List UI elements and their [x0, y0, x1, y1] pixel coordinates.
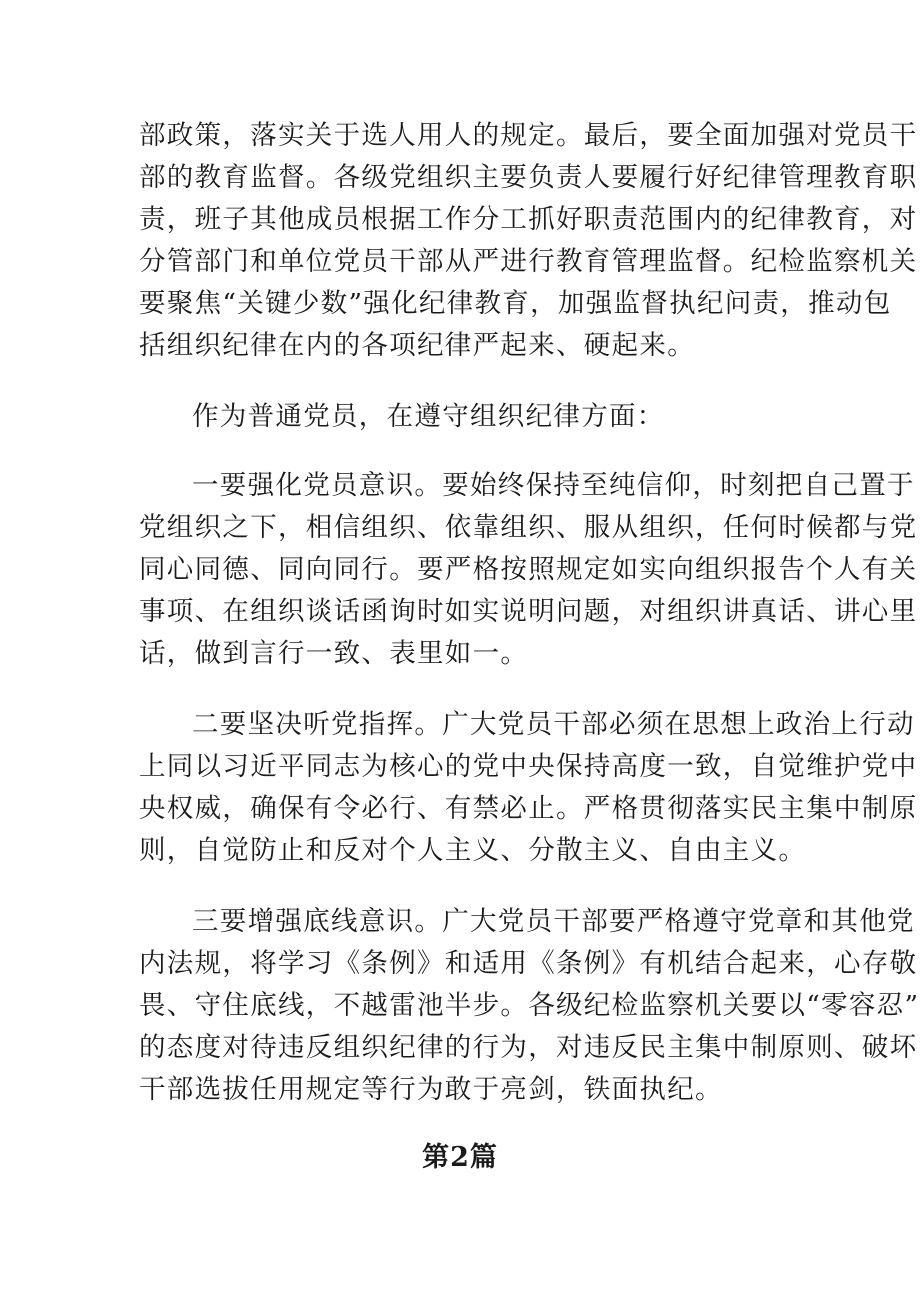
text-line: 党组织之下，相信组织、依靠组织、服从组织，任何时候都与党 — [139, 512, 918, 543]
text-line: 央权威，确保有令必行、有禁必止。严格贯彻落实民主集中制原 — [139, 793, 918, 824]
text-line: 括组织纪律在内的各项纪律严起来、硬起来。 — [139, 330, 695, 361]
text-line: 话，做到言行一致、表里如一。 — [139, 638, 529, 669]
text-line: 一要强化党员意识。要始终保持至纯信仰，时刻把自己置于 — [192, 470, 915, 501]
text-line: 责，班子其他成员根据工作分工抓好职责范围内的纪律教育，对 — [139, 204, 918, 235]
text-line: 上同以习近平同志为核心的党中央保持高度一致，自觉维护党中 — [139, 751, 918, 782]
text-line: 的态度对待违反组织纪律的行为，对违反民主集中制原则、破坏 — [139, 1032, 918, 1063]
text-line: 部的教育监督。各级党组织主要负责人要履行好纪律管理教育职 — [139, 162, 918, 193]
text-line: 作为普通党员，在遵守组织纪律方面： — [192, 401, 665, 432]
section-heading: 第2篇 — [422, 1142, 498, 1173]
text-line: 分管部门和单位党员干部从严进行教育管理监督。纪检监察机关 — [139, 246, 918, 277]
text-line: 要聚焦“关键少数”强化纪律教育，加强监督执纪问责，推动包 — [139, 288, 892, 319]
text-line: 干部选拔任用规定等行为敢于亮剑，铁面执纪。 — [139, 1074, 723, 1105]
text-line: 同心同德、同向同行。要严格按照规定如实向组织报告个人有关 — [139, 554, 918, 585]
text-line: 畏、守住底线，不越雷池半步。各级纪检监察机关要以“零容忍” — [139, 990, 920, 1021]
text-line: 二要坚决听党指挥。广大党员干部必须在思想上政治上行动 — [192, 709, 915, 740]
text-line: 事项、在组织谈话函询时如实说明问题，对组织讲真话、讲心里 — [139, 596, 918, 627]
text-line: 部政策，落实关于选人用人的规定。最后，要全面加强对党员干 — [139, 120, 918, 151]
text-line: 内法规，将学习《条例》和适用《条例》有机结合起来，心存敬 — [139, 948, 918, 979]
text-line: 三要增强底线意识。广大党员干部要严格遵守党章和其他党 — [192, 906, 915, 937]
text-line: 则，自觉防止和反对个人主义、分散主义、自由主义。 — [139, 835, 807, 866]
